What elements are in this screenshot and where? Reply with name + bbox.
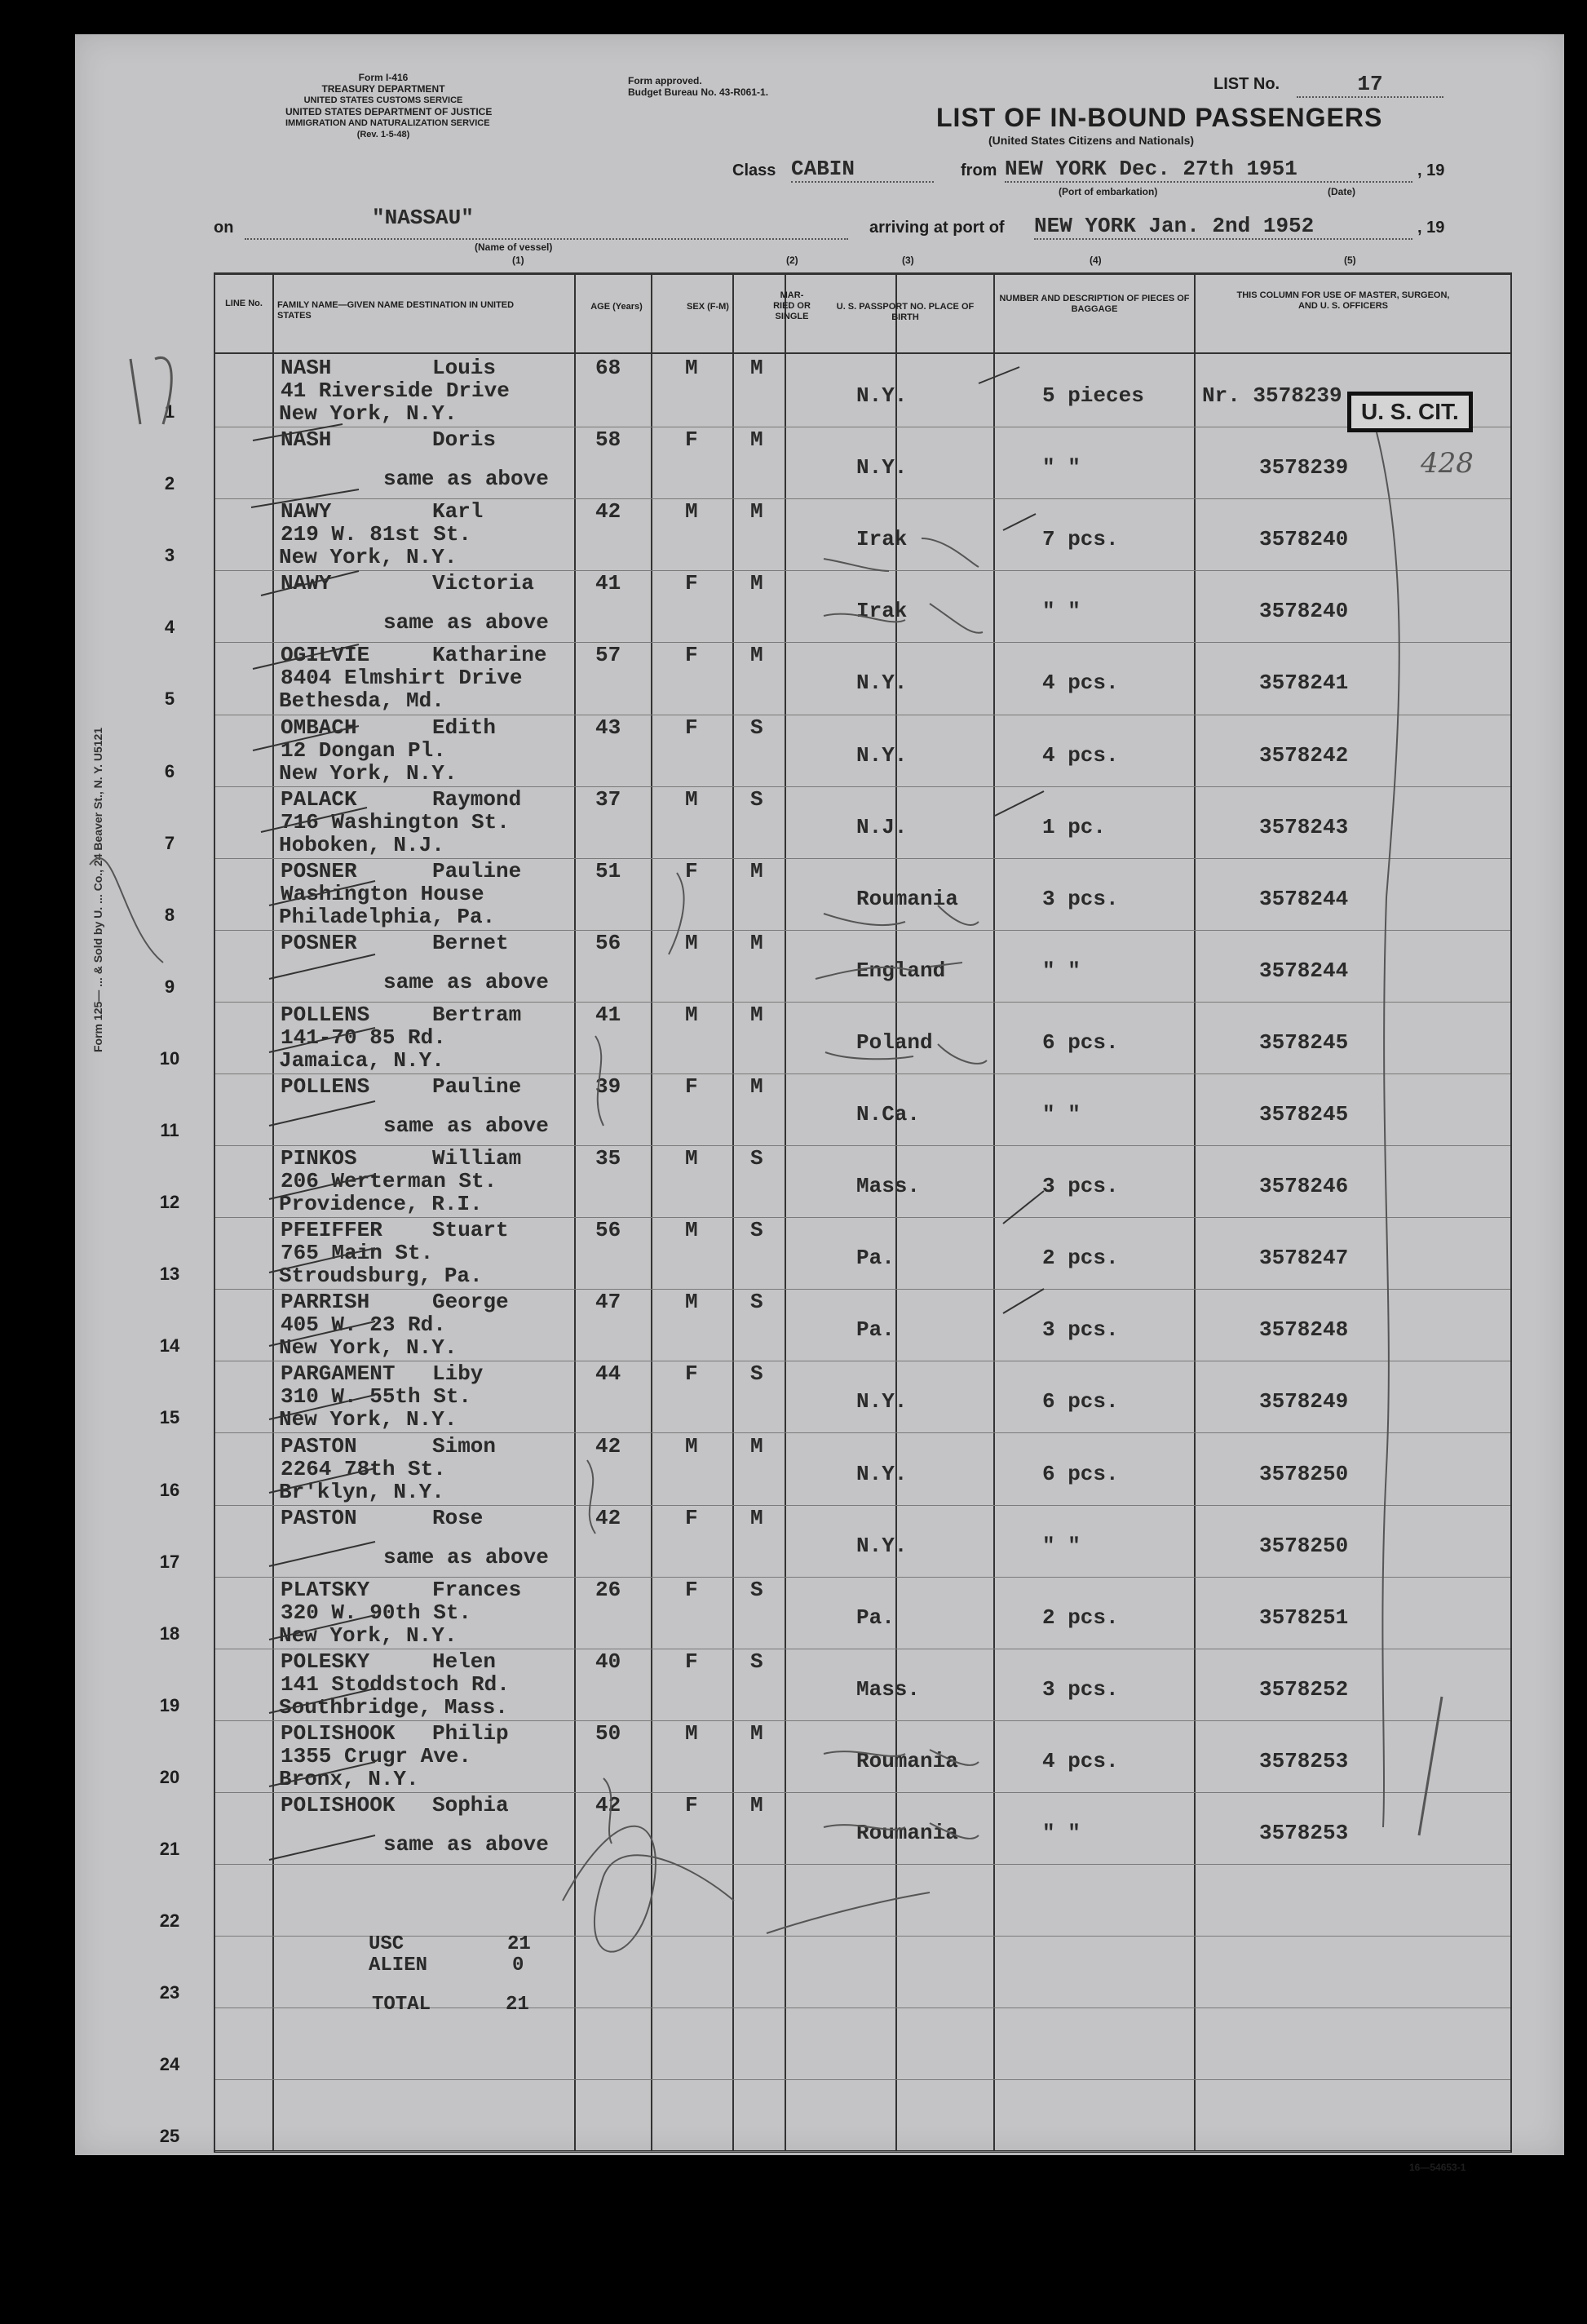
baggage-count: 4 pcs. — [1042, 743, 1119, 768]
header-line-no: LINE No. — [225, 299, 263, 308]
officer-ticket-number: 3578248 — [1259, 1317, 1349, 1342]
usc-count: 21 — [507, 1933, 531, 1955]
destination-address: 716 Washington St. — [281, 810, 510, 834]
baggage-count: 3 pcs. — [1042, 887, 1119, 911]
destination-address: New York, N.Y. — [279, 401, 458, 426]
family-name: POLLENS — [281, 1003, 370, 1027]
place-of-birth: England — [856, 958, 946, 983]
line-number: 11 — [160, 1120, 179, 1140]
place-of-birth: Pa. — [856, 1246, 895, 1270]
line-number: 3 — [164, 545, 175, 565]
line-number: 1 — [164, 401, 175, 422]
baggage-count: " " — [1042, 455, 1081, 480]
destination-address: 41 Riverside Drive — [281, 378, 510, 403]
destination-address: 141 Stoddstoch Rd. — [281, 1672, 510, 1697]
destination-address: Jamaica, N.Y. — [279, 1048, 444, 1073]
age-value: 26 — [595, 1578, 621, 1602]
given-name: Katharine — [432, 643, 547, 667]
destination-address: same as above — [383, 1545, 549, 1569]
destination-address: 320 W. 90th St. — [281, 1600, 472, 1625]
marital-status: S — [750, 1578, 763, 1602]
sex-value: M — [685, 1003, 698, 1027]
revision-date: (Rev. 1-5-48) — [356, 130, 410, 139]
treasury-dept: TREASURY DEPARTMENT — [321, 83, 445, 95]
place-of-birth: Roumania — [856, 1749, 958, 1773]
officer-ticket-number: 3578240 — [1259, 527, 1349, 551]
age-value: 58 — [595, 427, 621, 452]
alien-label: ALIEN — [369, 1954, 428, 1977]
place-of-birth: Roumania — [856, 887, 958, 911]
destination-address: same as above — [383, 970, 549, 994]
marital-status: M — [750, 1793, 763, 1817]
family-name: POSNER — [281, 859, 357, 883]
on-label: on — [214, 219, 234, 237]
header-officers: THIS COLUMN FOR USE OF MASTER, SURGEON, AND U. S. OFFICERS — [1236, 290, 1450, 311]
baggage-count: 4 pcs. — [1042, 1749, 1119, 1773]
line-number: 14 — [159, 1335, 180, 1356]
budget-bureau-text: Budget Bureau No. 43-R061-1. — [628, 86, 769, 98]
baggage-count: 3 pcs. — [1042, 1317, 1119, 1342]
place-of-birth: Pa. — [856, 1317, 895, 1342]
baggage-count: 2 pcs. — [1042, 1605, 1119, 1630]
baggage-count: 3 pcs. — [1042, 1174, 1119, 1198]
age-value: 37 — [595, 787, 621, 812]
place-of-birth: Roumania — [856, 1821, 958, 1845]
destination-address: Providence, R.I. — [279, 1192, 483, 1216]
line-number: 22 — [159, 1910, 180, 1931]
marital-status: S — [750, 1290, 763, 1314]
place-of-birth: Poland — [856, 1030, 933, 1055]
family-name: POLESKY — [281, 1649, 370, 1674]
sex-value: M — [685, 931, 698, 955]
marital-status: S — [750, 1649, 763, 1674]
place-of-birth: N.Y. — [856, 383, 908, 408]
age-value: 40 — [595, 1649, 621, 1674]
place-of-birth: Mass. — [856, 1174, 921, 1198]
age-value: 50 — [595, 1721, 621, 1746]
officer-ticket-number: 3578245 — [1259, 1102, 1349, 1127]
marital-status: M — [750, 1074, 763, 1099]
sex-value: M — [685, 356, 698, 380]
given-name: Victoria — [432, 571, 534, 595]
vessel-caption-number: (1) — [512, 255, 524, 266]
line-number: 13 — [159, 1264, 180, 1284]
given-name: Philip — [432, 1721, 509, 1746]
marital-status: S — [750, 1218, 763, 1242]
immigration-service: IMMIGRATION AND NATURALIZATION SERVICE — [285, 118, 490, 128]
destination-address: 12 Dongan Pl. — [281, 738, 446, 763]
destination-address: 765 Main St. — [281, 1241, 434, 1265]
line-number: 18 — [159, 1623, 180, 1644]
line-number: 4 — [164, 617, 175, 637]
embarkation-value: NEW YORK Dec. 27th 1951 — [1005, 157, 1412, 183]
destination-address: Br'klyn, N.Y. — [279, 1480, 444, 1504]
officer-ticket-number: 3578250 — [1259, 1462, 1349, 1486]
place-of-birth: N.Y. — [856, 671, 908, 695]
document-subtitle: (United States Citizens and Nationals) — [988, 134, 1195, 147]
given-name: Pauline — [432, 1074, 522, 1099]
line-number: 17 — [159, 1552, 180, 1572]
given-name: Louis — [432, 356, 497, 380]
destination-address: Bronx, N.Y. — [279, 1767, 419, 1791]
officer-ticket-number: 3578252 — [1259, 1677, 1349, 1702]
destination-address: New York, N.Y. — [279, 1623, 458, 1648]
sex-value: M — [685, 787, 698, 812]
baggage-count: " " — [1042, 1102, 1081, 1127]
given-name: Bertram — [432, 1003, 522, 1027]
given-name: Sophia — [432, 1793, 509, 1817]
age-value: 42 — [595, 1793, 621, 1817]
given-name: Edith — [432, 715, 497, 740]
sex-value: F — [685, 859, 698, 883]
line-number: 2 — [164, 473, 175, 494]
baggage-count: 5 pieces — [1042, 383, 1144, 408]
given-name: Simon — [432, 1434, 497, 1459]
place-of-birth: Irak — [856, 527, 908, 551]
place-of-birth: N.Y. — [856, 1389, 908, 1414]
age-value: 43 — [595, 715, 621, 740]
destination-address: New York, N.Y. — [279, 1335, 458, 1360]
marital-status: S — [750, 1146, 763, 1171]
marital-status: M — [750, 356, 763, 380]
vessel-name: "NASSAU" — [372, 206, 474, 230]
sex-value: F — [685, 1506, 698, 1530]
from-label: from — [961, 162, 997, 179]
baggage-count: 4 pcs. — [1042, 671, 1119, 695]
date-caption: (Date) — [1328, 186, 1356, 197]
given-name: Pauline — [432, 859, 522, 883]
destination-address: 206 Werterman St. — [281, 1169, 497, 1193]
family-name: NAWY — [281, 571, 332, 595]
list-no-value: 17 — [1297, 72, 1443, 98]
footer-code: 16—54653-1 — [1409, 2162, 1466, 2173]
form-number: Form I-416 — [358, 72, 409, 83]
line-number: 21 — [159, 1839, 180, 1859]
year-label-2: , 19 — [1417, 219, 1445, 237]
officer-ticket-number: 3578239 — [1259, 455, 1349, 480]
place-of-birth: N.J. — [856, 815, 908, 839]
family-name: PASTON — [281, 1434, 357, 1459]
line-number: 20 — [159, 1767, 180, 1787]
line-number: 16 — [159, 1480, 180, 1500]
family-name: POLLENS — [281, 1074, 370, 1099]
line-number: 25 — [159, 2126, 180, 2146]
place-of-birth: N.Y. — [856, 1534, 908, 1558]
family-name: POLISHOOK — [281, 1793, 396, 1817]
baggage-count: 7 pcs. — [1042, 527, 1119, 551]
given-name: Doris — [432, 427, 497, 452]
given-name: Bernet — [432, 931, 509, 955]
marital-status: M — [750, 859, 763, 883]
destination-address: 1355 Crugr Ave. — [281, 1744, 472, 1768]
family-name: PARRISH — [281, 1290, 370, 1314]
officer-ticket-number: 3578244 — [1259, 887, 1349, 911]
baggage-count: 6 pcs. — [1042, 1389, 1119, 1414]
baggage-count: 6 pcs. — [1042, 1030, 1119, 1055]
age-value: 35 — [595, 1146, 621, 1171]
column-caption-3: (3) — [902, 255, 914, 266]
age-value: 42 — [595, 499, 621, 524]
age-value: 57 — [595, 643, 621, 667]
age-value: 56 — [595, 931, 621, 955]
officer-ticket-number: Nr. 3578239 — [1202, 383, 1342, 408]
customs-service: UNITED STATES CUSTOMS SERVICE — [303, 95, 463, 105]
marital-status: M — [750, 1721, 763, 1746]
given-name: Raymond — [432, 787, 522, 812]
form-approved-text: Form approved. — [628, 75, 702, 86]
given-name: Helen — [432, 1649, 497, 1674]
given-name: George — [432, 1290, 509, 1314]
destination-address: Bethesda, Md. — [279, 688, 444, 713]
alien-count: 0 — [512, 1954, 524, 1977]
destination-address: same as above — [383, 610, 549, 635]
place-of-birth: Irak — [856, 599, 908, 623]
column-caption-4: (4) — [1090, 255, 1102, 266]
line-number: 6 — [164, 761, 175, 781]
sex-value: M — [685, 499, 698, 524]
age-value: 44 — [595, 1361, 621, 1386]
destination-address: New York, N.Y. — [279, 545, 458, 569]
arrival-value: NEW YORK Jan. 2nd 1952 — [1034, 214, 1412, 240]
given-name: Rose — [432, 1506, 484, 1530]
embarkation-caption: (Port of embarkation) — [1059, 186, 1158, 197]
given-name: Karl — [432, 499, 484, 524]
line-number: 5 — [164, 688, 175, 709]
family-name: PINKOS — [281, 1146, 357, 1171]
officer-ticket-number: 3578250 — [1259, 1534, 1349, 1558]
age-value: 42 — [595, 1506, 621, 1530]
total-count: 21 — [506, 1994, 529, 2016]
pencil-number: 428 — [1421, 447, 1474, 480]
arriving-label: arriving at port of — [869, 219, 1005, 237]
age-value: 51 — [595, 859, 621, 883]
header-married: MAR-RIED OR SINGLE — [773, 290, 811, 321]
marital-status: M — [750, 1434, 763, 1459]
destination-address: Southbridge, Mass. — [279, 1695, 508, 1720]
sex-value: F — [685, 1074, 698, 1099]
destination-address: 141-70 85 Rd. — [281, 1025, 446, 1050]
sex-value: F — [685, 427, 698, 452]
destination-address: 219 W. 81st St. — [281, 522, 472, 547]
family-name: OMBACH — [281, 715, 357, 740]
marital-status: S — [750, 715, 763, 740]
age-value: 39 — [595, 1074, 621, 1099]
officer-ticket-number: 3578253 — [1259, 1749, 1349, 1773]
destination-address: New York, N.Y. — [279, 1407, 458, 1432]
line-number: 19 — [159, 1695, 180, 1715]
officer-ticket-number: 3578242 — [1259, 743, 1349, 768]
sex-value: M — [685, 1721, 698, 1746]
header-age: AGE (Years) — [590, 302, 643, 312]
marital-status: M — [750, 499, 763, 524]
baggage-count: " " — [1042, 958, 1081, 983]
sex-value: F — [685, 1361, 698, 1386]
sex-value: M — [685, 1146, 698, 1171]
destination-address: Stroudsburg, Pa. — [279, 1264, 483, 1288]
line-number: 8 — [164, 905, 175, 925]
destination-address: 2264 78th St. — [281, 1457, 446, 1481]
family-name: PALACK — [281, 787, 357, 812]
marital-status: M — [750, 427, 763, 452]
officer-ticket-number: 3578249 — [1259, 1389, 1349, 1414]
destination-address: same as above — [383, 467, 549, 491]
baggage-count: 6 pcs. — [1042, 1462, 1119, 1486]
line-number: 10 — [159, 1048, 180, 1069]
column-caption-2: (2) — [786, 255, 798, 266]
given-name: Frances — [432, 1578, 522, 1602]
baggage-count: " " — [1042, 1821, 1081, 1845]
family-name: NAWY — [281, 499, 332, 524]
age-value: 41 — [595, 571, 621, 595]
header-baggage: NUMBER AND DESCRIPTION OF PIECES OF BAGGAGE — [999, 294, 1190, 314]
place-of-birth: Mass. — [856, 1677, 921, 1702]
year-label-1: , 19 — [1417, 162, 1445, 179]
officer-ticket-number: 3578240 — [1259, 599, 1349, 623]
destination-address: same as above — [383, 1832, 549, 1857]
officer-ticket-number: 3578244 — [1259, 958, 1349, 983]
line-number: 7 — [164, 833, 175, 853]
header-name-destination: FAMILY NAME—GIVEN NAME DESTINATION IN UNITED STATES — [277, 300, 515, 321]
sex-value: F — [685, 1578, 698, 1602]
family-name: PLATSKY — [281, 1578, 370, 1602]
officer-ticket-number: 3578243 — [1259, 815, 1349, 839]
marital-status: M — [750, 1003, 763, 1027]
family-name: PFEIFFER — [281, 1218, 382, 1242]
sex-value: M — [685, 1290, 698, 1314]
class-label: Class — [732, 162, 776, 179]
us-citizen-stamp: U. S. CIT. — [1347, 392, 1473, 432]
marital-status: M — [750, 643, 763, 667]
officer-ticket-number: 3578251 — [1259, 1605, 1349, 1630]
line-number: 9 — [164, 976, 175, 997]
line-number: 23 — [159, 1982, 180, 2003]
column-caption-5: (5) — [1344, 255, 1356, 266]
document-title: LIST OF IN-BOUND PASSENGERS — [936, 103, 1383, 132]
usc-label: USC — [369, 1933, 404, 1955]
total-label: TOTAL — [372, 1994, 431, 2016]
family-name: PARGAMENT — [281, 1361, 396, 1386]
baggage-count: 3 pcs. — [1042, 1677, 1119, 1702]
marital-status: M — [750, 931, 763, 955]
line-number: 15 — [159, 1407, 180, 1428]
sex-value: M — [685, 1434, 698, 1459]
family-name: POLISHOOK — [281, 1721, 396, 1746]
place-of-birth: N.Y. — [856, 455, 908, 480]
family-name: OGILVIE — [281, 643, 370, 667]
sex-value: F — [685, 715, 698, 740]
sex-value: F — [685, 643, 698, 667]
destination-address: same as above — [383, 1113, 549, 1138]
sex-value: M — [685, 1218, 698, 1242]
family-name: NASH — [281, 427, 332, 452]
age-value: 56 — [595, 1218, 621, 1242]
printer-side-text: Form 125— ... & Sold by U. ... Co., 24 Beaver St., N. Y. U5121 — [91, 727, 104, 1052]
officer-ticket-number: 3578247 — [1259, 1246, 1349, 1270]
family-name: POSNER — [281, 931, 357, 955]
list-no-label: LIST No. — [1213, 75, 1280, 93]
sex-value: F — [685, 571, 698, 595]
age-value: 41 — [595, 1003, 621, 1027]
line-number: 24 — [159, 2054, 180, 2074]
baggage-count: " " — [1042, 1534, 1081, 1558]
destination-address: Washington House — [281, 882, 484, 906]
age-value: 68 — [595, 356, 621, 380]
officer-ticket-number: 3578253 — [1259, 1821, 1349, 1845]
officer-ticket-number: 3578241 — [1259, 671, 1349, 695]
marital-status: S — [750, 787, 763, 812]
destination-address: 405 W. 23 Rd. — [281, 1313, 446, 1337]
line-number: 12 — [159, 1192, 180, 1212]
header-sex: SEX (F-M) — [687, 302, 729, 312]
marital-status: S — [750, 1361, 763, 1386]
destination-address: Hoboken, N.J. — [279, 833, 444, 857]
marital-status: M — [750, 1506, 763, 1530]
vessel-caption: (Name of vessel) — [475, 241, 553, 253]
family-name: PASTON — [281, 1506, 357, 1530]
header-passport: U. S. PASSPORT NO. PLACE OF BIRTH — [836, 302, 975, 322]
marital-status: M — [750, 571, 763, 595]
class-value: CABIN — [791, 157, 934, 183]
officer-ticket-number: 3578246 — [1259, 1174, 1349, 1198]
place-of-birth: N.Ca. — [856, 1102, 921, 1127]
sex-value: F — [685, 1649, 698, 1674]
age-value: 47 — [595, 1290, 621, 1314]
baggage-count: 1 pc. — [1042, 815, 1107, 839]
destination-address: 310 W. 55th St. — [281, 1384, 472, 1409]
place-of-birth: Pa. — [856, 1605, 895, 1630]
given-name: William — [432, 1146, 522, 1171]
officer-ticket-number: 3578245 — [1259, 1030, 1349, 1055]
given-name: Stuart — [432, 1218, 509, 1242]
baggage-count: " " — [1042, 599, 1081, 623]
sex-value: F — [685, 1793, 698, 1817]
age-value: 42 — [595, 1434, 621, 1459]
destination-address: 8404 Elmshirt Drive — [281, 666, 523, 690]
place-of-birth: N.Y. — [856, 743, 908, 768]
baggage-count: 2 pcs. — [1042, 1246, 1119, 1270]
family-name: NASH — [281, 356, 332, 380]
justice-dept: UNITED STATES DEPARTMENT OF JUSTICE — [285, 106, 493, 117]
destination-address: Philadelphia, Pa. — [279, 905, 496, 929]
given-name: Liby — [432, 1361, 484, 1386]
destination-address: New York, N.Y. — [279, 761, 458, 786]
place-of-birth: N.Y. — [856, 1462, 908, 1486]
